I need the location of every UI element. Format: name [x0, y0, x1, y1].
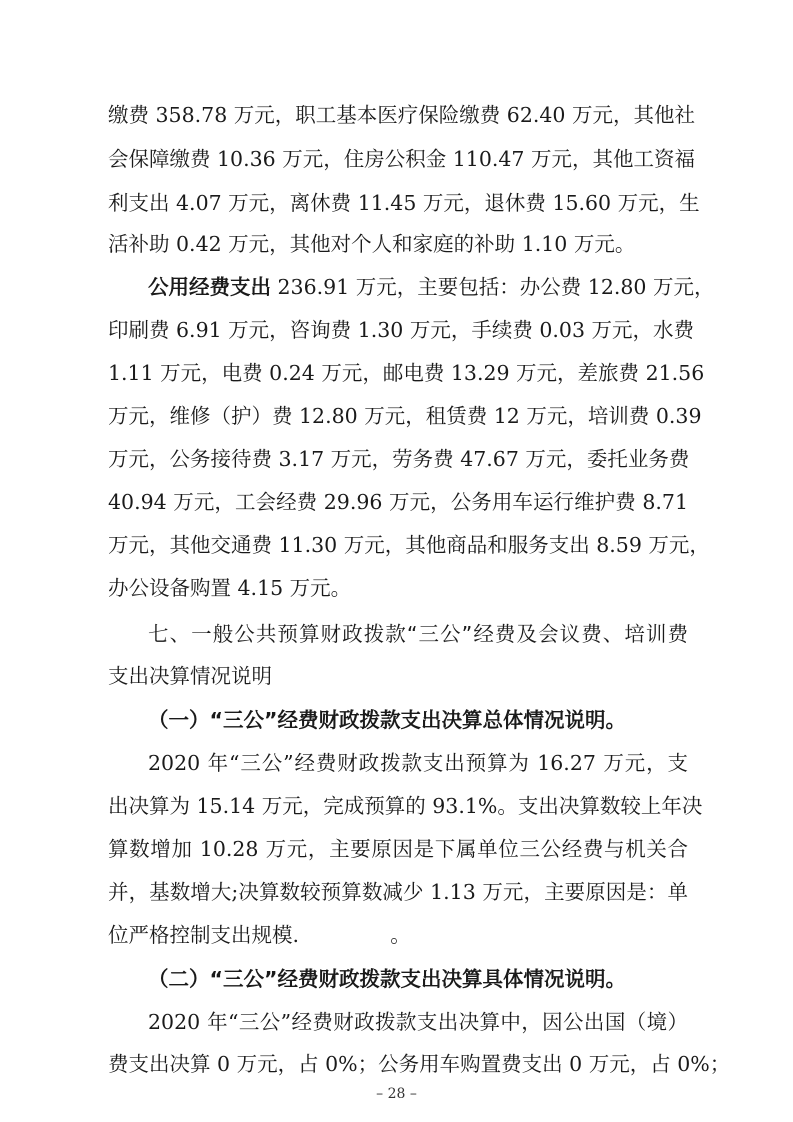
- paragraph-line: 印刷费 6.91 万元，咨询费 1.30 万元，手续费 0.03 万元，水费: [108, 318, 695, 342]
- paragraph-line: 利支出 4.07 万元，离休费 11.45 万元，退休费 15.60 万元，生: [108, 191, 700, 215]
- public-expense-label: 公用经费支出: [148, 275, 271, 299]
- paragraph-line: 办公设备购置 4.15 万元。: [108, 576, 352, 600]
- paragraph-line: 算数增加 10.28 万元，主要原因是下属单位三公经费与机关合: [108, 837, 688, 861]
- paragraph-line: 万元，维修（护）费 12.80 万元，租赁费 12 万元，培训费 0.39: [108, 404, 702, 428]
- paragraph-line: 并，基数增大;决算数较预算数减少 1.13 万元，主要原因是：单: [108, 880, 688, 904]
- paragraph-line: 会保障缴费 10.36 万元，住房公积金 110.47 万元，其他工资福: [108, 147, 695, 171]
- paragraph-line: 缴费 358.78 万元，职工基本医疗保险缴费 62.40 万元，其他社: [108, 103, 695, 127]
- paragraph-line: 2020 年“三公”经费财政拨款支出预算为 16.27 万元，支: [148, 751, 688, 775]
- paragraph-line: 1.11 万元，电费 0.24 万元，邮电费 13.29 万元，差旅费 21.56: [108, 361, 705, 385]
- section-heading-cont: 支出决算情况说明: [108, 664, 272, 688]
- section-heading: 七、一般公共预算财政拨款“三公”经费及会议费、培训费: [148, 622, 688, 646]
- paragraph-line: 出决算为 15.14 万元，完成预算的 93.1%。支出决算数较上年决: [108, 794, 703, 818]
- subsection-heading: （二）“三公”经费财政拨款支出决算具体情况说明。: [148, 967, 626, 991]
- public-expense-text: 236.91 万元，主要包括：办公费 12.80 万元，: [271, 275, 715, 299]
- paragraph-line: 万元，公务接待费 3.17 万元，劳务费 47.67 万元，委托业务费: [108, 447, 690, 471]
- subsection-heading: （一）“三公”经费财政拨款支出决算总体情况说明。: [148, 708, 626, 732]
- paragraph-lead-line: [148, 273, 715, 301]
- page-number: – 28 –: [376, 1086, 417, 1102]
- paragraph-line: 位严格控制支出规模. 。: [108, 923, 411, 947]
- paragraph-line: 2020 年“三公”经费财政拨款支出决算中，因公出国（境）: [148, 1010, 688, 1034]
- paragraph-line: 40.94 万元，工会经费 29.96 万元，公务用车运行维护费 8.71: [108, 490, 688, 514]
- paragraph-line: 万元，其他交通费 11.30 万元，其他商品和服务支出 8.59 万元，: [108, 533, 710, 557]
- paragraph-line: 活补助 0.42 万元，其他对个人和家庭的补助 1.10 万元。: [108, 232, 636, 256]
- paragraph-line: 费支出决算 0 万元，占 0%；公务用车购置费支出 0 万元，占 0%；: [108, 1052, 731, 1076]
